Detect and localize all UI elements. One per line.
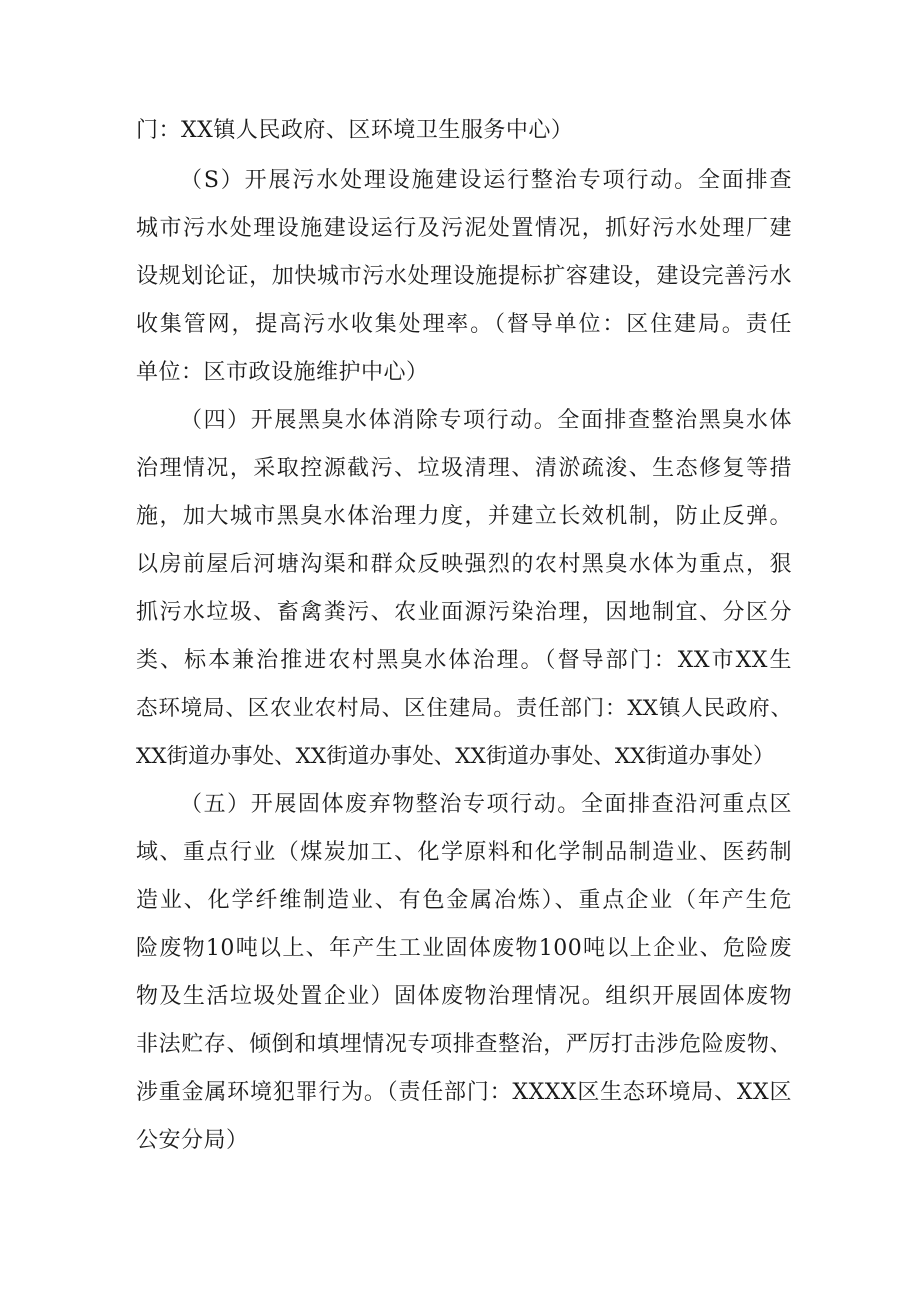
paragraph-line: 设规划论证，加快城市污水处理设施提标扩容建设，建设完善污水 (136, 264, 792, 289)
paragraph-line: 抓污水垃圾、畜禽粪污、农业面源污染治理，因地制宜、分区分 (136, 600, 792, 625)
paragraph-line: 造业、化学纤维制造业、有色金属冶炼）、重点企业（年产生危 (136, 888, 792, 913)
paragraph-line: 域、重点行业（煤炭加工、化学原料和化学制品制造业、医药制 (136, 840, 792, 865)
paragraph-line: 收集管网，提高污水收集处理率。（督导单位：区住建局。责任 (136, 312, 792, 337)
paragraph-line: 治理情况，采取控源截污、垃圾清理、清淤疏浚、生态修复等措 (136, 456, 792, 481)
paragraph-line: 以房前屋后河塘沟渠和群众反映强烈的农村黑臭水体为重点，狠 (136, 552, 792, 577)
paragraph-line: 城市污水处理设施建设运行及污泥处置情况，抓好污水处理厂建 (136, 216, 792, 241)
paragraph-line: 涉重金属环境犯罪行为。（责任部门：XXXX区生态环境局、XX区 (136, 1080, 792, 1105)
paragraph-line: （五）开展固体废弃物整治专项行动。全面排查沿河重点区 (180, 792, 792, 817)
paragraph-line: 类、标本兼治推进农村黑臭水体治理。（督导部门：XX市XX生 (136, 648, 792, 673)
paragraph-line: 险废物10吨以上、年产生工业固体废物100吨以上企业、危险废 (136, 936, 792, 961)
paragraph-line: 态环境局、区农业农村局、区住建局。责任部门：XX镇人民政府、 (136, 696, 792, 721)
paragraph-line: 门：XX镇人民政府、区环境卫生服务中心） (136, 118, 574, 143)
paragraph-line: （S）开展污水处理设施建设运行整治专项行动。全面排查 (180, 168, 792, 193)
paragraph-line: 施，加大城市黑臭水体治理力度，并建立长效机制，防止反弹。 (136, 504, 792, 529)
paragraph-line: （四）开展黑臭水体消除专项行动。全面排查整治黑臭水体 (180, 408, 792, 433)
paragraph-line: 单位：区市政设施维护中心） (136, 360, 429, 385)
paragraph-line: XX街道办事处、XX街道办事处、XX街道办事处、XX街道办事处） (136, 744, 775, 769)
paragraph-line: 公安分局） (136, 1128, 249, 1153)
paragraph-line: 非法贮存、倾倒和填埋情况专项排查整治，严厉打击涉危险废物、 (136, 1032, 792, 1057)
paragraph-line: 物及生活垃圾处置企业）固体废物治理情况。组织开展固体废物 (136, 984, 792, 1009)
